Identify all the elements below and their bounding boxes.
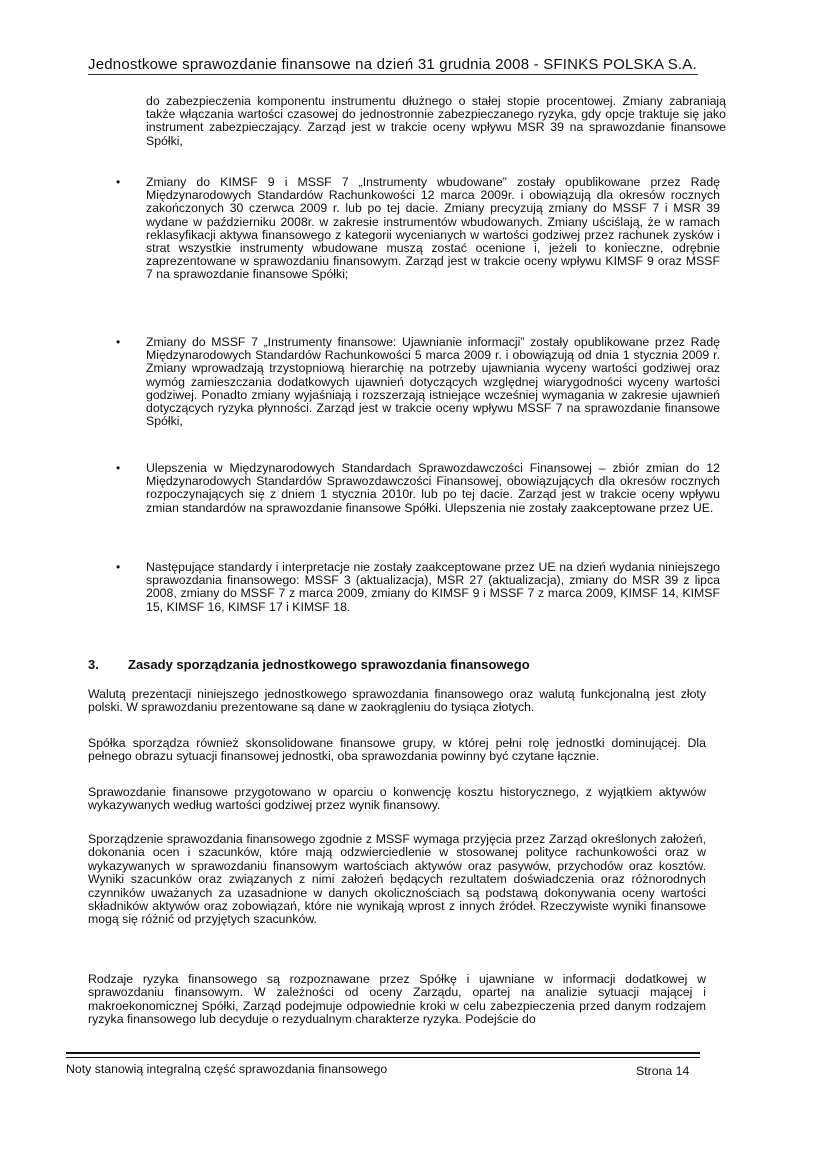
section-heading bbox=[88, 657, 530, 672]
paragraph: Walutą prezentacji niniejszego jednostkowego sprawozdania finansowego oraz walutą funkcjonalną jest złoty polski. W sprawozdaniu prezentowane są dane w zaokrągleniu do tysiąca złotych. bbox=[88, 687, 706, 715]
paragraph: Sprawozdanie finansowe przygotowano w oparciu o konwencję kosztu historycznego, z wyjątkiem aktywów wykazywanych według wartości godziwej przez wynik finansowy. bbox=[88, 785, 706, 813]
list-item-text: Zmiany do MSSF 7 „Instrumenty finansowe: Ujawnianie informacji” zostały opublikowane przez Radę Międzynarodowych Standardów Rachunkowości 5 marca 2009 r. i obowiązują od dnia 1 stycznia 2009 r. Zmiany wprowadzają trzystopniową hierarchię na potrzeby ujawniania wyceny wartości godziwej oraz wymóg zamieszczania dodatkowych ujawnień dotyczących względnej wiarygodności wyceny wartości godziwej. Ponadto zmiany wyjaśniają i rozszerzają istniejące wcześniej wymagania w zakresie ujawnień dotyczących ryzyka płynności. Zarząd jest w trakcie oceny wpływu MSSF 7 na sprawozdanie finansowe Spółki, bbox=[146, 335, 720, 429]
list-item-text: Zmiany do KIMSF 9 i MSSF 7 „Instrumenty wbudowane” zostały opublikowane przez Radę Międzynarodowych Standardów Rachunkowości 12 marca 2009r. i obowiązują dla okresów rocznych zakończonych 30 czerwca 2009 r. lub po tej dacie. Zmiany precyzują zmiany do MSSF 7 i MSR 39 wydane w październiku 2008r. w zakresie instrumentów wbudowanych. Zmiany uściślają, że w ramach reklasyfikacji aktywa finansowego z kategorii wycenianych w wartości godziwej przez rachunek zysków i strat wszystkie instrumenty wbudowane muszą zostać ocenione i, jeżeli to konieczne, odrębnie zaprezentowane w sprawozdaniu finansowym. Zarząd jest w trakcie oceny wpływu KIMSF 9 oraz MSSF 7 na sprawozdanie finansowe Spółki; bbox=[146, 175, 720, 282]
list-item bbox=[116, 560, 720, 614]
list-item-text: Ulepszenia w Międzynarodowych Standardach Sprawozdawczości Finansowej – zbiór zmian do 12 Międzynarodowych Standardów Sprawozdawczości Finansowej, obowiązujących dla okresów rocznych rozpoczynających się z dniem 1 stycznia 2010r. lub po tej dacie. Zarząd jest w trakcie oceny wpływu zmian standardów na sprawozdanie finansowe Spółki. Ulepszenia nie zostały zaakceptowane przez UE. bbox=[146, 461, 720, 515]
bullet-icon: • bbox=[116, 335, 121, 349]
paragraph: Sporządzenie sprawozdania finansowego zgodnie z MSSF wymaga przyjęcia przez Zarząd określonych założeń, dokonania ocen i szacunków, które mają odzwierciedlenie w stosowanej polityce rachunkowości oraz w wykazywanych w sprawozdaniu finansowym wartościach aktywów oraz pasywów, przychodów oraz kosztów. Wyniki szacunków oraz związanych z nimi założeń będących rezultatem doświadczenia oraz różnorodnych czynników uważanych za uzasadnione w danych okolicznościach są podstawą dokonywania oceny wartości składników aktywów oraz zobowiązań, które nie wynikają wprost z innych źródeł. Rzeczywiste wyniki finansowe mogą się różnić od przyjętych szacunków. bbox=[88, 832, 706, 927]
section-title: Zasady sporządzania jednostkowego sprawozdania finansowego bbox=[128, 657, 530, 672]
paragraph: Rodzaje ryzyka finansowego są rozpoznawane przez Spółkę i ujawniane w informacji dodatkowej w sprawozdaniu finansowym. W zależności od oceny Zarządu, opartej na analizie sytuacji mającej i makroekonomicznej Spółki, Zarząd podejmuje odpowiednie kroki w celu zabezpieczenia przed danym rodzajem ryzyka finansowego lub decyduje o rezydualnym charakterze ryzyka. Podejście do bbox=[88, 972, 706, 1027]
header-underline bbox=[88, 74, 698, 75]
page-header: Jednostkowe sprawozdanie finansowe na dzień 31 grudnia 2008 - SFINKS POLSKA S.A. bbox=[88, 56, 697, 73]
paragraph: Spółka sporządza również skonsolidowane finansowe grupy, w której pełni rolę jednostki dominującej. Dla pełnego obrazu sytuacji finansowej jednostki, oba sprawozdania powinny być czytane łącznie. bbox=[88, 736, 706, 764]
footer-divider-thin bbox=[66, 1057, 700, 1058]
intro-continuation-text: do zabezpieczenia komponentu instrumentu dłużnego o stałej stopie procentowej. Zmiany zabraniają także włączania wartości czasowej do jednostronnie zabezpieczanego ryzyka, gdy opcje traktuje się jako instrument zabezpieczający. Zarząd jest w trakcie oceny wpływu MSR 39 na sprawozdanie finansowe Spółki, bbox=[146, 94, 726, 148]
section-number: 3. bbox=[88, 657, 99, 672]
bullet-icon: • bbox=[116, 175, 121, 189]
list-item-text: Następujące standardy i interpretacje nie zostały zaakceptowane przez UE na dzień wydania niniejszego sprawozdania finansowego: MSSF 3 (aktualizacja), MSR 27 (aktualizacja), zmiany do MSR 39 z lipca 2008, zmiany do MSSF 7 z marca 2009, zmiany do KIMSF 9 i MSSF 7 z marca 2009, KIMSF 14, KIMSF 15, KIMSF 16, KIMSF 17 i KIMSF 18. bbox=[146, 560, 720, 614]
list-item bbox=[116, 461, 720, 515]
bullet-icon: • bbox=[116, 560, 121, 574]
list-item bbox=[116, 335, 720, 429]
bullet-icon: • bbox=[116, 461, 121, 475]
list-item bbox=[116, 175, 720, 282]
page-number: Strona 14 bbox=[636, 1064, 690, 1078]
footer-note: Noty stanowią integralną część sprawozdania finansowego bbox=[66, 1062, 388, 1076]
footer-divider bbox=[66, 1052, 700, 1054]
